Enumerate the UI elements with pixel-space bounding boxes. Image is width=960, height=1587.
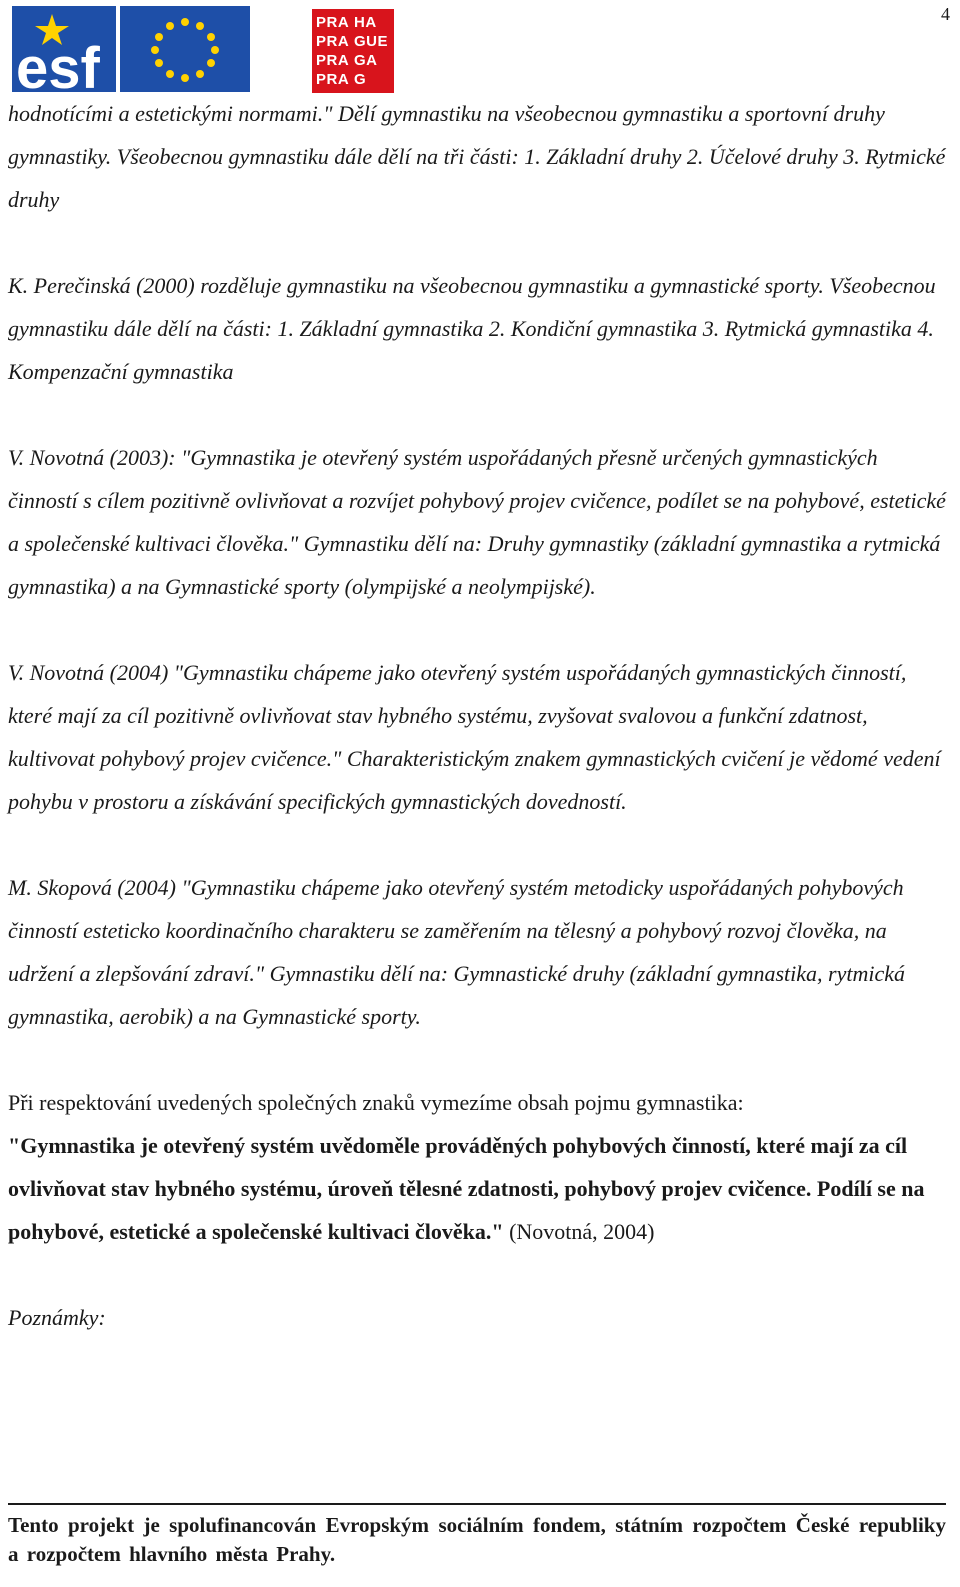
definition-intro: Při respektování uvedených společných znaků vymezíme obsah pojmu gymnastika: — [8, 1090, 744, 1115]
paragraph-perecinska: K. Perečinská (2000) rozděluje gymnastiku na všeobecnou gymnastiku a gymnastické sporty. Všeobecnou gymnastiku dále dělí na části: 1. Základní gymnastika 2. Kondiční gymnastika 3. Rytmická gymnastika 4. Kompenzační gymnastika — [8, 273, 936, 384]
page-number: 4 — [941, 4, 950, 24]
prague-logo-text: GA — [354, 52, 378, 69]
paragraph-definition — [8, 1081, 948, 1253]
paragraph-novotna-2003: V. Novotná (2003): "Gymnastika je otevřený systém uspořádaných přesně určených gymnastických činností s cílem pozitivně ovlivňovat a rozvíjet pohybový projev cvičence, podílet se na pohybové, estetické a společenské kultivaci člověka." Gymnastiku dělí na: Druhy gymnastiky (základní gymnastika a rytmická gymnastika) a na Gymnastické sporty (olympijské a neolympijské). — [8, 445, 946, 599]
prague-logo — [312, 9, 394, 93]
prague-logo-text: G — [354, 71, 367, 88]
prague-logo-text: HA — [354, 14, 377, 31]
prague-logo-text: PRA — [316, 52, 350, 69]
footer-funding-note: Tento projekt je spolufinancován Evropským sociálním fondem, státním rozpočtem České republiky a rozpočtem hlavního města Prahy. — [8, 1503, 946, 1569]
esf-eu-logo-graphic — [12, 6, 250, 94]
definition-quote: "Gymnastika je otevřený systém uvědoměle prováděných pohybových činností, které mají za cíl ovlivňovat stav hybného systému, úroveň tělesné zdatnosti, pohybový projev cvičence. Podílí se na pohybové, estetické a společenské kultivaci člověka." — [8, 1133, 925, 1244]
prague-logo-text: PRA — [316, 71, 350, 88]
esf-eu-logo — [12, 6, 250, 94]
definition-citation: (Novotná, 2004) — [509, 1219, 655, 1244]
esf-text: esf — [16, 36, 100, 94]
notes-label: Poznámky: — [8, 1305, 106, 1330]
prague-logo-text: PRA — [316, 33, 350, 50]
paragraph-skopova: M. Skopová (2004) "Gymnastiku chápeme jako otevřený systém metodicky uspořádaných pohybových činností esteticko koordinačního charakteru se zaměřením na tělesný a pohybový rozvoj člověka, na udržení a zlepšování zdraví." Gymnastiku dělí na: Gymnastické druhy (základní gymnastika, rytmická gymnastika, aerobik) a na Gymnastické sporty. — [8, 875, 906, 1029]
prague-logo-text: GUE — [354, 33, 389, 50]
paragraph-gymnastics-division: hodnotícími a estetickými normami." Dělí gymnastiku na všeobecnou gymnastiku a sportovní druhy gymnastiky. Všeobecnou gymnastiku dále dělí na tři části: 1. Základní druhy 2. Účelové druhy 3. Rytmické druhy — [8, 101, 946, 212]
paragraph-novotna-2004: V. Novotná (2004) "Gymnastiku chápeme jako otevřený systém uspořádaných gymnastických činností, které mají za cíl pozitivně ovlivňovat stav hybného systému, zvyšovat svalovou a funkční zdatnost, kultivovat pohybový projev cvičence." Charakteristickým znakem gymnastických cvičení je vědomé vedení pohybu v prostoru a získávání specifických gymnastických dovedností. — [8, 660, 941, 814]
document-body — [8, 92, 948, 1382]
prague-logo-text: PRA — [316, 14, 350, 31]
